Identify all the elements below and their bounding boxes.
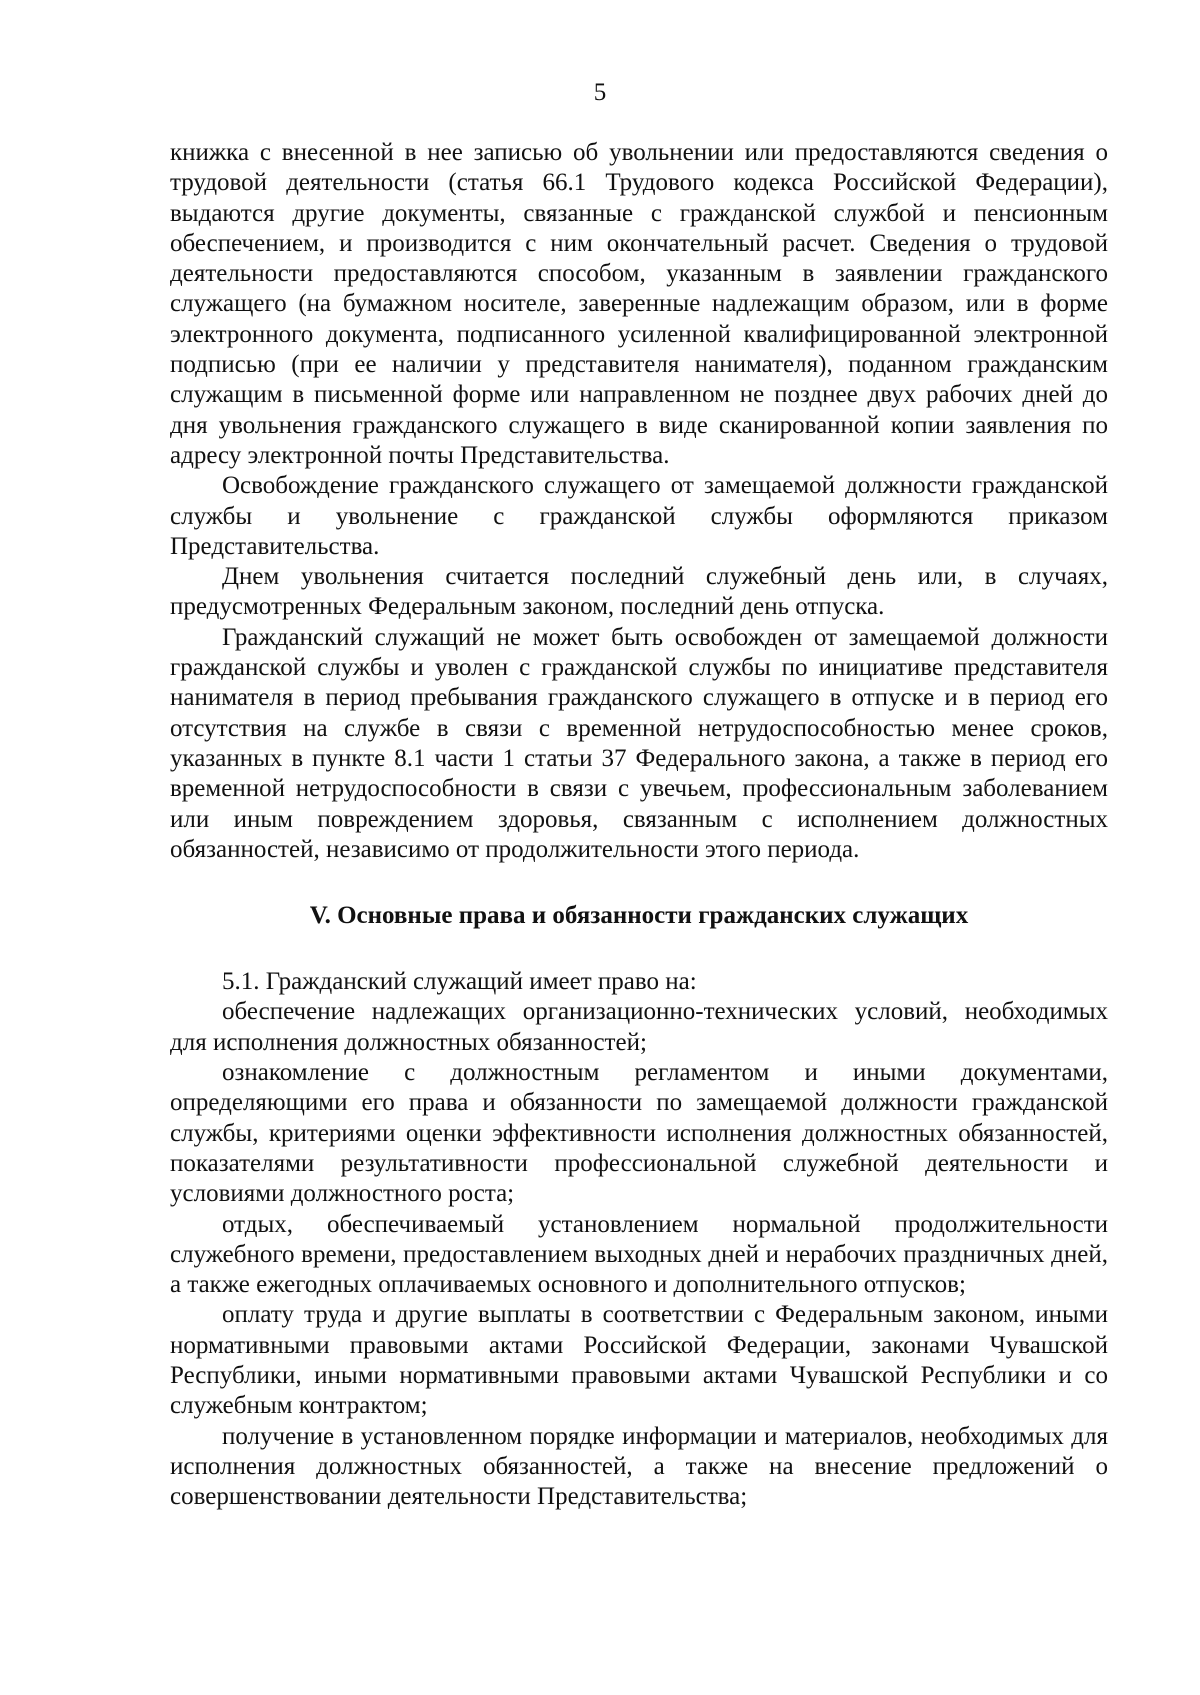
page-number: 5 [593,79,607,106]
paragraph-right-conditions: обеспечение надлежащих организационно-технических условий, необходимых для исполнения должностных обязанностей; [170,998,1108,1056]
paragraph-right-rest: отдых, обеспечиваемый установлением нормальной продолжительности служебного времени, предоставлением выходных дней и нерабочих праздничных дней, а также ежегодных оплачиваемых основного и дополнительного отпусков; [170,1210,1108,1299]
section-heading: V. Основные права и обязанности гражданских служащих [309,902,969,930]
paragraph-right-pay: оплату труда и другие выплаты в соответствии с Федеральным законом, иными нормативными правовыми актами Российской Федерации, законами Чувашской Республики, иными нормативными правовыми актами Чувашской Республики и со служебным контрактом; [170,1301,1108,1420]
paragraph-right-information: получение в установленном порядке информации и материалов, необходимых для исполнения должностных обязанностей, а также на внесение предложений о совершенствовании деятельности Представительства; [170,1422,1108,1511]
paragraph-rights-intro: 5.1. Гражданский служащий имеет право на: [222,968,697,996]
document-body [170,138,1108,1512]
paragraph-dismissal-restrictions: Гражданский служащий не может быть освобожден от замещаемой должности гражданской службы и уволен с гражданской службы по инициативе представителя нанимателя в период пребывания гражданского служащего в отпуске и в период его отсутствия на службе в связи с временной нетрудоспособностью менее сроков, указанных в пункте 8.1 части 1 статьи 37 Федерального закона, а также в период его временной нетрудоспособности в связи с увечьем, профессиональным заболеванием или иным повреждением здоровья, связанным с исполнением должностных обязанностей, независимо от продолжительности этого периода. [170,623,1108,863]
paragraph-dismissal-day: Днем увольнения считается последний служебный день или, в случаях, предусмотренных Федеральным законом, последний день отпуска. [170,563,1108,621]
paragraph-release-order: Освобождение гражданского служащего от замещаемой должности гражданской службы и увольнение с гражданской службы оформляются приказом Представительства. [170,472,1108,560]
paragraph-dismissal-documents: книжка с внесенной в нее записью об увольнении или предоставляются сведения о трудовой деятельности (статья 66.1 Трудового кодекса Российской Федерации), выдаются другие документы, связанные с гражданской службой и пенсионным обеспечением, и производится с ним окончательный расчет. Сведения о трудовой деятельности предоставляются способом, указанным в заявлении гражданского служащего (на бумажном носителе, заверенные надлежащим образом, или в форме электронного документа, подписанного усиленной квалифицированной электронной подписью (при ее наличии у представителя нанимателя), поданном гражданским служащим в письменной форме или направленном не позднее двух рабочих дней до дня увольнения гражданского служащего в виде сканированной копии заявления по адресу электронной почты Представительства. [170,139,1108,469]
paragraph-right-familiarization: ознакомление с должностным регламентом и иными документами, определяющими его права и обязанности по замещаемой должности гражданской службы, критериями оценки эффективности исполнения должностных обязанностей, показателями результативности профессиональной служебной деятельности и условиями должностного роста; [170,1059,1108,1208]
